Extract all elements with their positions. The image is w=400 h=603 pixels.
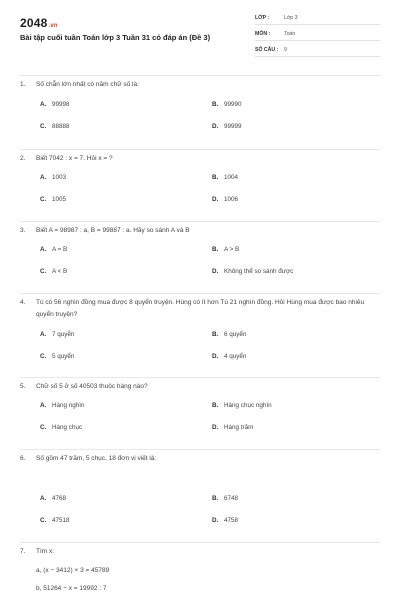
option-text: 88888 [52, 123, 70, 130]
option-a[interactable] [40, 495, 212, 502]
option-b[interactable] [212, 402, 384, 409]
option-c[interactable] [40, 424, 212, 431]
option-text: Không thể so sánh được [224, 268, 294, 275]
option-letter: A. [40, 174, 47, 181]
meta-label: MÔN : [255, 31, 271, 37]
option-text: A < B [52, 268, 68, 275]
option-letter: D. [212, 517, 219, 524]
option-letter: D. [212, 268, 219, 275]
option-a[interactable] [40, 174, 212, 181]
option-letter: B. [212, 101, 219, 108]
meta-value: Lớp 3 [284, 15, 298, 21]
meta-label: LỚP : [255, 15, 270, 21]
option-letter: A. [40, 246, 47, 253]
option-b[interactable] [212, 246, 384, 253]
option-letter: D. [212, 424, 219, 431]
question-number: 1. [20, 81, 26, 88]
question-text: Biết A = 98987 : a, B = 99887 : a. Hãy so sánh A và B [36, 227, 190, 234]
option-letter: C. [40, 517, 47, 524]
question-number: 2. [20, 155, 26, 162]
option-text: 4768 [52, 495, 67, 502]
meta-row-subject [255, 29, 380, 41]
option-text: 6 quyển [224, 331, 247, 338]
question-text: Biết 7042 : x = 7. Hỏi x = ? [36, 155, 113, 162]
option-letter: D. [212, 196, 219, 203]
question-text: Tìm x: [36, 548, 55, 555]
site-logo[interactable] [20, 16, 58, 30]
option-text: Hàng chục [52, 424, 83, 431]
option-grid [20, 101, 380, 130]
header-divider [20, 75, 380, 76]
option-d[interactable] [212, 424, 384, 431]
question-header [20, 294, 380, 321]
option-text: 1003 [52, 174, 67, 181]
question-2 [20, 150, 380, 222]
option-text: 4 quyển [224, 353, 247, 360]
option-letter: A. [40, 331, 47, 338]
option-letter: A. [40, 101, 47, 108]
option-grid [20, 331, 380, 360]
option-a[interactable] [40, 402, 212, 409]
option-text: A > B [224, 246, 240, 253]
option-c[interactable] [40, 353, 212, 360]
option-c[interactable] [40, 123, 212, 130]
option-b[interactable] [212, 331, 384, 338]
option-text: 6748 [224, 495, 239, 502]
question-3 [20, 222, 380, 294]
option-letter: A. [40, 402, 47, 409]
option-letter: B. [212, 246, 219, 253]
option-c[interactable] [40, 196, 212, 203]
option-grid [20, 495, 380, 524]
meta-row-grade [255, 13, 380, 25]
option-text: 47518 [52, 517, 70, 524]
question-number: 6. [20, 455, 26, 462]
option-text: 1005 [52, 196, 67, 203]
question-number: 7. [20, 548, 26, 555]
option-grid [20, 246, 380, 275]
option-d[interactable] [212, 517, 384, 524]
worksheet-meta [255, 13, 380, 61]
question-header [20, 450, 380, 464]
option-letter: C. [40, 123, 47, 130]
option-letter: C. [40, 268, 47, 275]
meta-row-count [255, 45, 380, 57]
question-number: 3. [20, 227, 26, 234]
option-text: 1006 [224, 196, 239, 203]
option-letter: B. [212, 174, 219, 181]
question-header [20, 78, 380, 90]
question-list [20, 78, 380, 603]
worksheet-header [0, 0, 400, 74]
question-header [20, 543, 380, 557]
question-text: Tú có 56 nghìn đồng mua được 8 quyển truyện. Hùng có ít hơn Tú 21 nghìn đồng. Hỏi Hùng mua được bao nhiêu quyển truyện? [36, 299, 365, 318]
question-header [20, 378, 380, 392]
option-c[interactable] [40, 517, 212, 524]
question-text: Số gồm 47 trăm, 5 chục, 18 đơn vị viết là: [36, 455, 157, 462]
option-text: 4758 [224, 517, 239, 524]
option-letter: A. [40, 495, 47, 502]
question-header [20, 150, 380, 164]
option-text: 1004 [224, 174, 239, 181]
question-text: Số chẵn lớn nhất có năm chữ số là: [36, 81, 139, 88]
question-header [20, 222, 380, 236]
option-grid [20, 402, 380, 431]
option-d[interactable] [212, 123, 384, 130]
option-b[interactable] [212, 101, 384, 108]
question-1 [20, 78, 380, 150]
question-text: Chữ số 5 ở số 40503 thuộc hàng nào? [36, 383, 148, 390]
option-letter: D. [212, 123, 219, 130]
question-7 [20, 543, 380, 603]
option-c[interactable] [40, 268, 212, 275]
question-5 [20, 378, 380, 450]
option-text: A = B [52, 246, 68, 253]
option-letter: B. [212, 495, 219, 502]
worksheet-title: Bài tập cuối tuần Toán lớp 3 Tuần 31 có đáp án (Đề 3) [20, 33, 211, 42]
question-6 [20, 450, 380, 543]
option-text: Hàng trăm [224, 424, 254, 431]
meta-value: Toán [284, 31, 296, 37]
option-d[interactable] [212, 196, 384, 203]
option-text: Hàng nghìn [52, 402, 85, 409]
option-text: Hàng chục nghìn [224, 402, 272, 409]
option-d[interactable] [212, 268, 384, 275]
option-d[interactable] [212, 353, 384, 360]
question-number: 5. [20, 383, 26, 390]
option-grid [20, 174, 380, 203]
option-letter: B. [212, 402, 219, 409]
option-letter: C. [40, 196, 47, 203]
option-text: 99999 [224, 123, 242, 130]
option-a[interactable] [40, 331, 212, 338]
meta-value: 9 [284, 47, 287, 53]
option-text: 7 quyển [52, 331, 75, 338]
option-letter: C. [40, 353, 47, 360]
option-text: 5 quyển [52, 353, 75, 360]
sub-question-b: b, 51264 − x = 19992 : 7 [36, 585, 107, 592]
option-letter: C. [40, 424, 47, 431]
option-letter: B. [212, 331, 219, 338]
logo-number: 2048 [20, 16, 48, 30]
option-text: 99998 [52, 101, 70, 108]
option-text: 99990 [224, 101, 242, 108]
sub-question-a: a, (x − 3412) × 3 = 45789 [36, 567, 110, 574]
option-b[interactable] [212, 495, 384, 502]
logo-suffix: .vn [48, 23, 58, 29]
option-b[interactable] [212, 174, 384, 181]
meta-label: SỐ CÂU : [255, 47, 279, 53]
question-number: 4. [20, 299, 26, 306]
question-4 [20, 294, 380, 378]
option-letter: D. [212, 353, 219, 360]
option-a[interactable] [40, 246, 212, 253]
option-a[interactable] [40, 101, 212, 108]
